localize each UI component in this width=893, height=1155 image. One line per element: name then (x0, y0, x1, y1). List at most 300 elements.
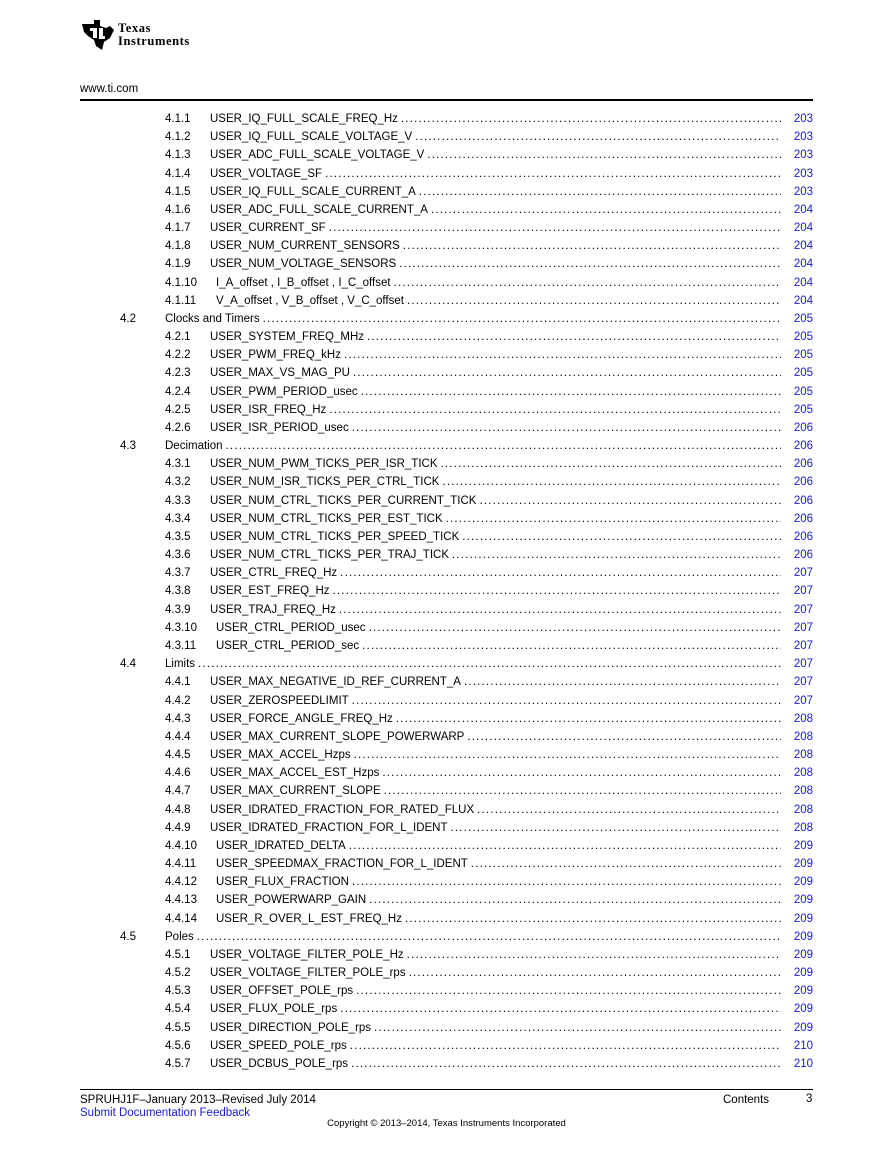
toc-dot-leader (419, 183, 781, 201)
toc-entry-title-wrap (210, 328, 781, 346)
toc-entry-title[interactable]: USER_TRAJ_FREQ_Hz (210, 603, 336, 616)
toc-entry-title[interactable]: USER_NUM_CTRL_TICKS_PER_CURRENT_TICK (210, 494, 477, 507)
toc-entry-page-link[interactable]: 208 (793, 803, 813, 816)
toc-dot-leader (353, 364, 781, 382)
toc-entry[interactable] (0, 855, 893, 873)
toc-entry-title-wrap (210, 801, 781, 819)
toc-dot-leader (409, 964, 781, 982)
toc-entry[interactable] (0, 728, 893, 746)
toc-entry-page-link[interactable]: 203 (793, 131, 813, 144)
toc-entry[interactable] (0, 819, 893, 837)
toc-entry-page-link[interactable]: 208 (793, 730, 813, 743)
toc-entry-number: 4.4.14 (165, 912, 197, 925)
toc-entry-title-wrap (216, 292, 781, 310)
toc-entry[interactable] (0, 492, 893, 510)
toc-dot-leader (396, 710, 781, 728)
toc-dot-leader (405, 910, 781, 928)
toc-dot-leader (431, 201, 781, 219)
toc-entry-number: 4.4.1 (165, 676, 191, 689)
toc-entry-number: 4.5.1 (165, 948, 191, 961)
toc-entry-title[interactable]: USER_NUM_CTRL_TICKS_PER_EST_TICK (210, 512, 443, 525)
toc-entry-title-wrap (210, 692, 781, 710)
toc-entry-title[interactable]: USER_PWM_FREQ_kHz (210, 349, 341, 362)
toc-entry-page-link[interactable]: 209 (793, 1021, 813, 1034)
toc-entry-title-wrap (216, 837, 781, 855)
toc-entry-number: 4.3.9 (165, 603, 191, 616)
toc-entry-title-wrap (210, 1055, 781, 1073)
toc-dot-leader (340, 564, 781, 582)
toc-dot-leader (369, 619, 781, 637)
footer-section-name: Contents (723, 1094, 770, 1106)
toc-entry-number: 4.1.9 (165, 258, 191, 271)
toc-entry-number: 4.4.13 (165, 894, 197, 907)
toc-entry-title-wrap (210, 982, 781, 1000)
toc-entry-title[interactable]: USER_FLUX_POLE_rps (210, 1003, 338, 1016)
toc-entry-number: 4.4.9 (165, 821, 191, 834)
toc-dot-leader (384, 782, 781, 800)
toc-entry-page-link[interactable]: 204 (793, 203, 813, 216)
toc-entry-title-wrap (210, 601, 781, 619)
toc-entry-title-wrap (210, 964, 781, 982)
footer-divider (80, 1089, 813, 1090)
toc-entry-page-link[interactable]: 207 (793, 603, 813, 616)
toc-dot-leader (452, 546, 781, 564)
toc-entry-page-link[interactable]: 209 (793, 948, 813, 961)
toc-dot-leader (351, 1055, 781, 1073)
toc-entry-title-wrap (210, 346, 781, 364)
toc-entry[interactable] (0, 1037, 893, 1055)
toc-entry[interactable] (0, 455, 893, 473)
toc-entry-number: 4.4.4 (165, 730, 191, 743)
toc-entry-page-link[interactable]: 210 (793, 1039, 813, 1052)
toc-dot-leader (352, 873, 781, 891)
toc-entry-page-link[interactable]: 207 (793, 658, 813, 671)
toc-entry[interactable] (0, 128, 893, 146)
toc-dot-leader (446, 510, 781, 528)
toc-entry[interactable] (0, 873, 893, 891)
toc-entry-title[interactable]: USER_CTRL_PERIOD_usec (216, 621, 366, 634)
toc-entry[interactable] (0, 710, 893, 728)
toc-dot-leader (198, 655, 781, 673)
toc-entry-title-wrap (165, 310, 781, 328)
toc-entry[interactable] (0, 146, 893, 164)
toc-entry[interactable] (0, 201, 893, 219)
toc-entry-number: 4.1.11 (165, 294, 197, 307)
toc-entry-number: 4.1.2 (165, 131, 191, 144)
table-of-contents (0, 110, 893, 1073)
toc-dot-leader (340, 1000, 781, 1018)
toc-entry[interactable] (0, 419, 893, 437)
toc-entry-number: 4.5.6 (165, 1039, 191, 1052)
toc-entry-page-link[interactable]: 205 (793, 403, 813, 416)
toc-entry-page-link[interactable]: 205 (793, 367, 813, 380)
toc-entry-number: 4.5.7 (165, 1057, 191, 1070)
toc-entry-title-wrap (210, 237, 781, 255)
toc-entry-title[interactable]: V_A_offset , V_B_offset , V_C_offset (216, 294, 404, 307)
toc-entry-page-link[interactable]: 203 (793, 185, 813, 198)
toc-entry-title[interactable]: USER_MAX_ACCEL_EST_Hzps (210, 767, 380, 780)
toc-entry[interactable] (0, 528, 893, 546)
toc-entry-page-link[interactable]: 209 (793, 930, 813, 943)
toc-dot-leader (329, 219, 781, 237)
toc-entry-number: 4.2.4 (165, 385, 191, 398)
toc-entry-title-wrap (210, 473, 781, 491)
toc-entry[interactable] (0, 292, 893, 310)
toc-entry-page-link[interactable]: 206 (793, 530, 813, 543)
toc-entry-number: 4.1.1 (165, 113, 191, 125)
toc-entry[interactable] (0, 928, 893, 946)
toc-entry-title[interactable]: USER_FORCE_ANGLE_FREQ_Hz (210, 712, 393, 725)
toc-entry-page-link[interactable]: 203 (793, 149, 813, 162)
toc-entry[interactable] (0, 383, 893, 401)
toc-entry-title-wrap (210, 165, 781, 183)
toc-entry-page-link[interactable]: 209 (793, 985, 813, 998)
toc-entry-page-link[interactable]: 206 (793, 494, 813, 507)
toc-entry-title-wrap (210, 546, 781, 564)
toc-entry-title[interactable]: USER_POWERWARP_GAIN (216, 894, 367, 907)
toc-entry-title-wrap (210, 819, 781, 837)
toc-entry-number: 4.3.1 (165, 458, 191, 471)
toc-entry-title-wrap (210, 364, 781, 382)
toc-entry-title-wrap (210, 510, 781, 528)
toc-entry-title-wrap (216, 637, 781, 655)
toc-entry-title-wrap (210, 183, 781, 201)
toc-entry-title[interactable]: Clocks and Timers (165, 312, 260, 325)
toc-entry-number: 4.4 (120, 658, 136, 671)
toc-dot-leader (263, 310, 781, 328)
toc-entry-page-link[interactable]: 207 (793, 639, 813, 652)
toc-entry-title[interactable]: USER_NUM_CTRL_TICKS_PER_TRAJ_TICK (210, 549, 450, 562)
toc-entry-number: 4.3.6 (165, 549, 191, 562)
toc-entry[interactable] (0, 473, 893, 491)
toc-dot-leader (325, 165, 781, 183)
toc-entry-title[interactable]: USER_DCBUS_POLE_rps (210, 1057, 349, 1070)
logo-line-1: Texas (118, 21, 152, 35)
toc-entry[interactable] (0, 764, 893, 782)
toc-entry[interactable] (0, 510, 893, 528)
toc-entry[interactable] (0, 673, 893, 691)
toc-entry-title-wrap (216, 619, 781, 637)
toc-entry[interactable] (0, 1000, 893, 1018)
ti-logo-mark-icon (80, 16, 116, 52)
toc-entry-number: 4.3.2 (165, 476, 191, 489)
toc-entry-title-wrap (210, 383, 781, 401)
toc-entry-number: 4.5.3 (165, 985, 191, 998)
toc-dot-leader (367, 328, 781, 346)
toc-entry-number: 4.4.11 (165, 858, 197, 871)
toc-entry[interactable] (0, 964, 893, 982)
toc-entry-page-link[interactable]: 208 (793, 821, 813, 834)
toc-entry-page-link[interactable]: 210 (793, 1057, 813, 1070)
toc-entry-title[interactable]: Decimation (165, 440, 223, 453)
toc-entry[interactable] (0, 782, 893, 800)
toc-entry-title[interactable]: USER_DIRECTION_POLE_rps (210, 1021, 372, 1034)
toc-entry-page-link[interactable]: 204 (793, 294, 813, 307)
toc-entry[interactable] (0, 310, 893, 328)
toc-entry[interactable] (0, 546, 893, 564)
toc-entry-page-link[interactable]: 209 (793, 967, 813, 980)
toc-entry-title[interactable]: USER_VOLTAGE_FILTER_POLE_Hz (210, 948, 404, 961)
toc-entry-title-wrap (216, 855, 781, 873)
toc-entry-title-wrap (210, 146, 781, 164)
toc-entry-page-link[interactable]: 205 (793, 312, 813, 325)
toc-entry[interactable] (0, 110, 893, 128)
toc-dot-leader (451, 819, 782, 837)
toc-entry-page-link[interactable]: 203 (793, 167, 813, 180)
toc-entry-title[interactable]: USER_ZEROSPEEDLIMIT (210, 694, 349, 707)
toc-entry-page-link[interactable]: 207 (793, 567, 813, 580)
toc-entry-title-wrap (210, 528, 781, 546)
toc-entry-title-wrap (216, 910, 781, 928)
toc-entry-title-wrap (210, 582, 781, 600)
toc-dot-leader (382, 764, 781, 782)
toc-entry-title[interactable]: USER_MAX_NEGATIVE_ID_REF_CURRENT_A (210, 676, 461, 689)
toc-entry-number: 4.1.3 (165, 149, 191, 162)
toc-dot-leader (399, 255, 781, 273)
toc-dot-leader (467, 728, 781, 746)
toc-entry[interactable] (0, 274, 893, 292)
toc-entry-title[interactable]: USER_OFFSET_POLE_rps (210, 985, 354, 998)
toc-entry-page-link[interactable]: 209 (793, 839, 813, 852)
header-divider (80, 99, 813, 101)
toc-entry-title-wrap (216, 274, 781, 292)
toc-entry-page-link[interactable]: 208 (793, 749, 813, 762)
toc-entry-title[interactable]: USER_CURRENT_SF (210, 222, 326, 235)
toc-entry-title[interactable]: USER_SPEEDMAX_FRACTION_FOR_L_IDENT (216, 858, 468, 871)
toc-entry-title-wrap (216, 891, 781, 909)
toc-dot-leader (352, 419, 781, 437)
page-number: 3 (806, 1093, 813, 1105)
toc-entry[interactable] (0, 401, 893, 419)
toc-entry-title[interactable]: USER_ISR_FREQ_Hz (210, 403, 327, 416)
toc-entry[interactable] (0, 582, 893, 600)
toc-entry-page-link[interactable]: 206 (793, 440, 813, 453)
toc-entry[interactable] (0, 982, 893, 1000)
toc-entry-page-link[interactable]: 208 (793, 785, 813, 798)
toc-entry[interactable] (0, 601, 893, 619)
toc-entry[interactable] (0, 165, 893, 183)
toc-entry-title-wrap (210, 110, 781, 128)
toc-entry-number: 4.4.5 (165, 749, 191, 762)
toc-entry-title[interactable]: USER_NUM_VOLTAGE_SENSORS (210, 258, 397, 271)
toc-entry[interactable] (0, 564, 893, 582)
toc-dot-leader (339, 601, 781, 619)
toc-entry-page-link[interactable]: 209 (793, 876, 813, 889)
toc-entry-page-link[interactable]: 204 (793, 276, 813, 289)
toc-dot-leader (462, 528, 781, 546)
toc-entry-page-link[interactable]: 209 (793, 1003, 813, 1016)
toc-entry[interactable] (0, 946, 893, 964)
toc-dot-leader (477, 801, 781, 819)
toc-entry-number: 4.5 (120, 930, 136, 943)
toc-entry-page-link[interactable]: 206 (793, 421, 813, 434)
toc-entry[interactable] (0, 692, 893, 710)
toc-dot-leader (427, 146, 781, 164)
toc-entry-title-wrap (210, 710, 781, 728)
toc-entry-page-link[interactable]: 207 (793, 621, 813, 634)
toc-entry-number: 4.2.5 (165, 403, 191, 416)
toc-dot-leader (441, 455, 782, 473)
toc-entry-title[interactable]: USER_IQ_FULL_SCALE_VOLTAGE_V (210, 131, 413, 144)
toc-entry-title[interactable]: USER_R_OVER_L_EST_FREQ_Hz (216, 912, 402, 925)
toc-entry-title-wrap (210, 1000, 781, 1018)
toc-entry-title-wrap (210, 201, 781, 219)
toc-entry-title[interactable]: USER_SYSTEM_FREQ_MHz (210, 331, 365, 344)
toc-entry-page-link[interactable]: 209 (793, 894, 813, 907)
toc-entry-page-link[interactable]: 205 (793, 331, 813, 344)
toc-entry-number: 4.3.4 (165, 512, 191, 525)
toc-entry[interactable] (0, 328, 893, 346)
toc-dot-leader (362, 637, 781, 655)
toc-entry-page-link[interactable]: 203 (793, 113, 813, 125)
toc-dot-leader (442, 473, 781, 491)
toc-entry-title[interactable]: Poles (165, 930, 194, 943)
toc-entry-title-wrap (165, 655, 781, 673)
toc-entry-number: 4.3.8 (165, 585, 191, 598)
toc-entry-page-link[interactable]: 208 (793, 712, 813, 725)
toc-entry-number: 4.5.4 (165, 1003, 191, 1016)
toc-entry-title[interactable]: USER_CTRL_FREQ_Hz (210, 567, 338, 580)
toc-entry-title-wrap (210, 946, 781, 964)
toc-entry-page-link[interactable]: 206 (793, 549, 813, 562)
copyright-notice: Copyright © 2013–2014, Texas Instruments Incorporated (327, 1118, 566, 1129)
toc-entry-title-wrap (210, 401, 781, 419)
toc-entry-number: 4.4.3 (165, 712, 191, 725)
toc-entry-number: 4.1.5 (165, 185, 191, 198)
toc-entry-title-wrap (216, 873, 781, 891)
toc-entry-title-wrap (210, 219, 781, 237)
toc-entry-page-link[interactable]: 209 (793, 858, 813, 871)
toc-entry[interactable] (0, 364, 893, 382)
toc-entry-title[interactable]: USER_IDRATED_FRACTION_FOR_L_IDENT (210, 821, 448, 834)
toc-entry-page-link[interactable]: 208 (793, 767, 813, 780)
toc-entry-title[interactable]: USER_EST_FREQ_Hz (210, 585, 330, 598)
toc-entry-title[interactable]: USER_ADC_FULL_SCALE_VOLTAGE_V (210, 149, 425, 162)
toc-entry-number: 4.3.7 (165, 567, 191, 580)
toc-entry-page-link[interactable]: 204 (793, 258, 813, 271)
toc-entry-number: 4.2.2 (165, 349, 191, 362)
toc-entry-title[interactable]: USER_VOLTAGE_SF (210, 167, 323, 180)
toc-entry-number: 4.3.11 (165, 639, 197, 652)
toc-entry[interactable] (0, 619, 893, 637)
toc-entry-title[interactable]: USER_CTRL_PERIOD_sec (216, 639, 360, 652)
feedback-link[interactable]: Submit Documentation Feedback (80, 1107, 251, 1119)
toc-entry-number: 4.4.7 (165, 785, 191, 798)
toc-entry-number: 4.3.10 (165, 621, 197, 634)
toc-dot-leader (333, 582, 781, 600)
toc-entry-page-link[interactable]: 205 (793, 349, 813, 362)
toc-entry-title[interactable]: USER_MAX_CURRENT_SLOPE (210, 785, 381, 798)
toc-entry[interactable] (0, 255, 893, 273)
toc-dot-leader (369, 891, 781, 909)
toc-dot-leader (407, 292, 781, 310)
toc-entry[interactable] (0, 837, 893, 855)
toc-entry-number: 4.4.2 (165, 694, 191, 707)
logo-line-2: Instruments (118, 34, 190, 48)
toc-entry-number: 4.5.2 (165, 967, 191, 980)
toc-entry[interactable] (0, 637, 893, 655)
toc-entry-title[interactable]: USER_ISR_PERIOD_usec (210, 421, 349, 434)
toc-entry-number: 4.3.3 (165, 494, 191, 507)
toc-dot-leader (403, 237, 781, 255)
toc-entry-page-link[interactable]: 205 (793, 385, 813, 398)
toc-entry-page-link[interactable]: 204 (793, 222, 813, 235)
website-url[interactable]: www.ti.com (80, 83, 139, 95)
toc-entry-title[interactable]: I_A_offset , I_B_offset , I_C_offset (216, 276, 391, 289)
toc-entry[interactable] (0, 891, 893, 909)
toc-entry-title-wrap (210, 128, 781, 146)
toc-entry[interactable] (0, 746, 893, 764)
toc-entry-title[interactable]: Limits (165, 658, 196, 671)
toc-entry[interactable] (0, 346, 893, 364)
toc-dot-leader (479, 492, 781, 510)
toc-entry-page-link[interactable]: 206 (793, 512, 813, 525)
toc-entry-title[interactable]: USER_PWM_PERIOD_usec (210, 385, 358, 398)
toc-entry-number: 4.1.8 (165, 240, 191, 253)
toc-entry-number: 4.4.12 (165, 876, 197, 889)
toc-entry[interactable] (0, 1019, 893, 1037)
toc-entry-title[interactable]: USER_NUM_ISR_TICKS_PER_CTRL_TICK (210, 476, 440, 489)
toc-entry-number: 4.3.5 (165, 530, 191, 543)
toc-entry[interactable] (0, 1055, 893, 1073)
toc-dot-leader (344, 346, 781, 364)
toc-entry-title[interactable]: USER_NUM_CURRENT_SENSORS (210, 240, 400, 253)
toc-dot-leader (197, 928, 781, 946)
toc-entry-number: 4.1.7 (165, 222, 191, 235)
toc-dot-leader (361, 383, 781, 401)
toc-entry-title[interactable]: USER_NUM_PWM_TICKS_PER_ISR_TICK (210, 458, 438, 471)
toc-entry[interactable] (0, 237, 893, 255)
toc-entry-title[interactable]: USER_ADC_FULL_SCALE_CURRENT_A (210, 203, 428, 216)
toc-entry[interactable] (0, 801, 893, 819)
toc-entry-page-link[interactable]: 207 (793, 676, 813, 689)
toc-entry-title[interactable]: USER_MAX_ACCEL_Hzps (210, 749, 351, 762)
toc-entry-page-link[interactable]: 206 (793, 476, 813, 489)
toc-entry-number: 4.1.6 (165, 203, 191, 216)
toc-entry[interactable] (0, 655, 893, 673)
toc-dot-leader (464, 673, 781, 691)
toc-entry-number: 4.1.4 (165, 167, 191, 180)
toc-entry-number: 4.2 (120, 312, 136, 325)
toc-entry-title[interactable]: USER_SPEED_POLE_rps (210, 1039, 347, 1052)
toc-dot-leader (226, 437, 781, 455)
toc-entry[interactable] (0, 910, 893, 928)
toc-entry-title-wrap (210, 728, 781, 746)
toc-entry-title[interactable]: USER_MAX_CURRENT_SLOPE_POWERWARP (210, 730, 465, 743)
toc-entry-title[interactable]: USER_IQ_FULL_SCALE_FREQ_Hz (210, 113, 398, 125)
toc-entry-page-link[interactable]: 209 (793, 912, 813, 925)
toc-entry-page-link[interactable]: 207 (793, 694, 813, 707)
toc-dot-leader (356, 982, 781, 1000)
toc-entry-title[interactable]: USER_IDRATED_FRACTION_FOR_RATED_FLUX (210, 803, 475, 816)
toc-entry-title-wrap (165, 928, 781, 946)
toc-entry[interactable] (0, 219, 893, 237)
toc-entry-title[interactable]: USER_NUM_CTRL_TICKS_PER_SPEED_TICK (210, 530, 460, 543)
toc-entry-number: 4.4.8 (165, 803, 191, 816)
toc-entry-title-wrap (210, 419, 781, 437)
toc-entry-title[interactable]: USER_IQ_FULL_SCALE_CURRENT_A (210, 185, 416, 198)
toc-entry-title[interactable]: USER_IDRATED_DELTA (216, 839, 346, 852)
toc-entry-number: 4.2.6 (165, 421, 191, 434)
toc-entry-page-link[interactable]: 204 (793, 240, 813, 253)
toc-entry-page-link[interactable]: 206 (793, 458, 813, 471)
toc-entry-page-link[interactable]: 207 (793, 585, 813, 598)
toc-entry[interactable] (0, 183, 893, 201)
toc-entry-title[interactable]: USER_VOLTAGE_FILTER_POLE_rps (210, 967, 406, 980)
toc-entry-title[interactable]: USER_FLUX_FRACTION (216, 876, 349, 889)
toc-entry-title[interactable]: USER_MAX_VS_MAG_PU (210, 367, 350, 380)
toc-entry[interactable] (0, 437, 893, 455)
